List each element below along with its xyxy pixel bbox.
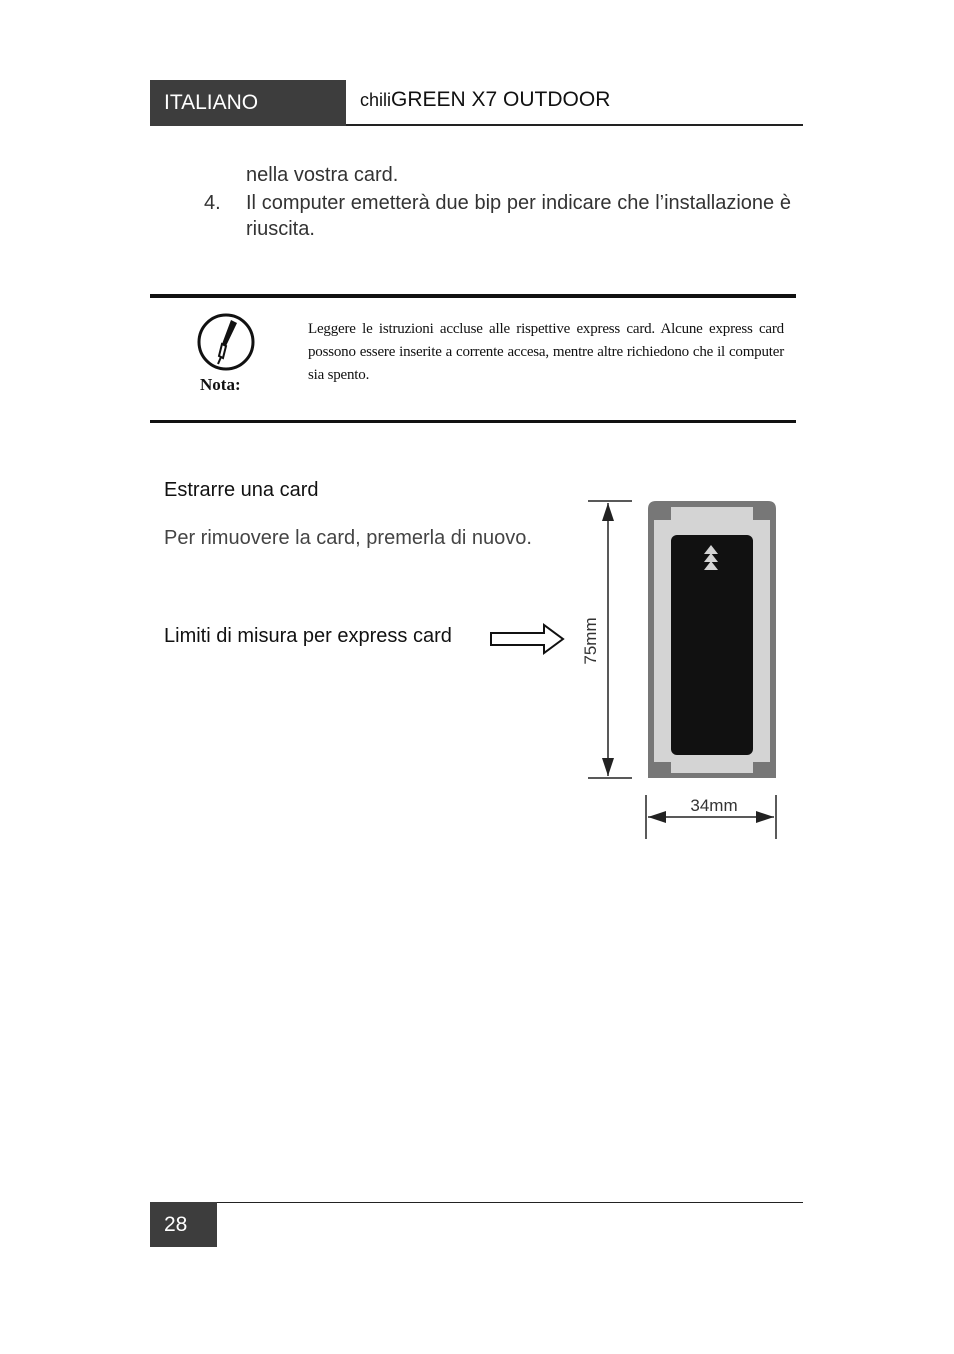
step-text: Il computer emetterà due bip per indicare che l’installazione è riuscita.	[246, 192, 791, 240]
right-arrow-icon	[488, 622, 566, 656]
header-title	[360, 88, 610, 112]
step-number: 4.	[204, 192, 221, 214]
header-rule	[346, 124, 803, 126]
limits-label: Limiti di misura per express card	[164, 625, 452, 647]
footer-page-tab	[150, 1202, 217, 1247]
header-language-tab	[150, 80, 346, 126]
header-language: ITALIANO	[164, 91, 259, 114]
section-body: Per rimuovere la card, premerla di nuovo.	[164, 527, 532, 549]
note-top-rule	[150, 294, 796, 298]
note-bottom-rule	[150, 420, 796, 423]
pen-nib-icon	[196, 312, 256, 372]
header-title-main: GREEN X7 OUTDOOR	[391, 88, 611, 111]
header-title-prefix: chili	[360, 90, 392, 110]
height-label: 75mm	[581, 617, 600, 665]
page-number: 28	[164, 1212, 188, 1236]
width-label: 34mm	[690, 796, 738, 815]
express-card-diagram	[580, 495, 790, 845]
step-continuation: nella vostra card.	[246, 164, 399, 186]
section-heading: Estrarre una card	[164, 479, 319, 501]
note-label: Nota:	[200, 375, 241, 394]
footer-rule	[150, 1202, 803, 1203]
note-text: Leggere le istruzioni accluse alle rispettive express card. Alcune express card possono essere inserite a corrente accesa, mentre altre richiedono che il computer sia spento.	[308, 321, 784, 383]
